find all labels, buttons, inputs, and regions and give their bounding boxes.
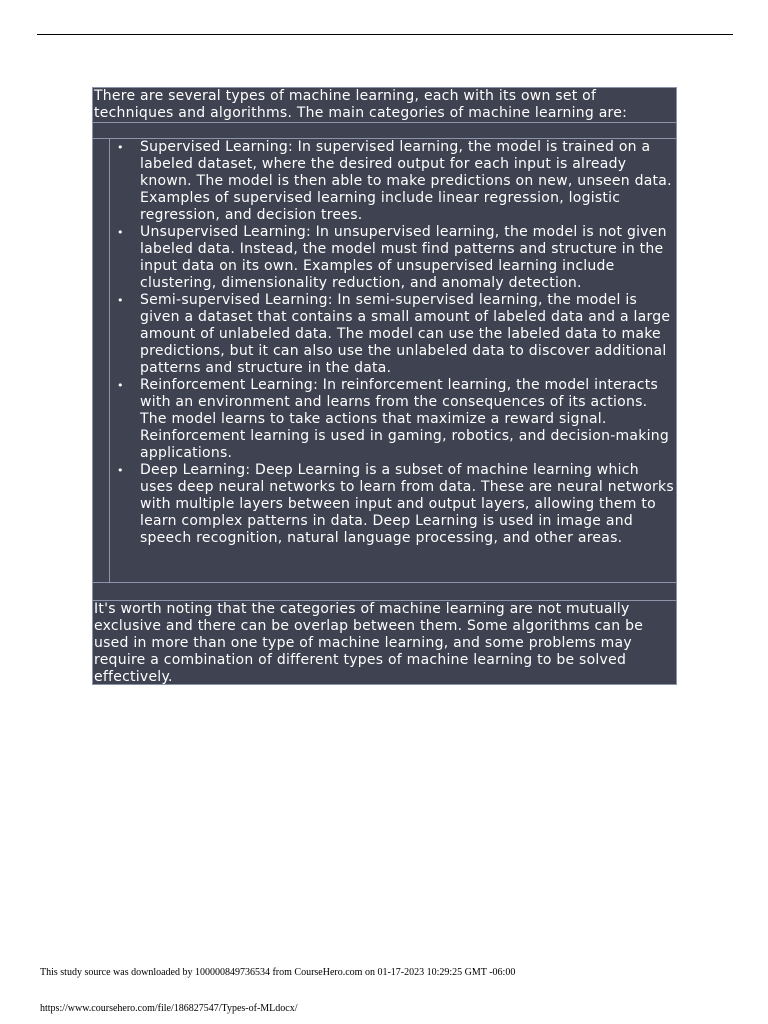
list-item-text: Unsupervised Learning: In unsupervised learning, the model is not given labeled data. Instead, the model must find patterns and structure in the input data on its own. Examples of unsupervised learning include clustering, dimensionality reduction, and anomaly detection.: [140, 224, 667, 291]
bullet-icon: •: [117, 294, 124, 307]
bullet-icon: •: [117, 226, 124, 239]
intro-paragraph: There are several types of machine learning, each with its own set of techniques and algorithms. The main categories of machine learning are:: [92, 87, 677, 123]
categories-block: [92, 123, 677, 600]
list-item-reinforcement: [110, 377, 676, 462]
list-item-deep-learning: [110, 462, 676, 547]
list-item-text: Semi-supervised Learning: In semi-supervised learning, the model is given a dataset that contains a small amount of labeled data and a large amount of unlabeled data. The model can use the labeled data to make predictions, but it can also use the unlabeled data to discover additional patterns and structure in the data.: [140, 292, 671, 376]
list-item-unsupervised: [110, 224, 676, 292]
source-url-link[interactable]: https://www.coursehero.com/file/186827547/Types-of-MLdocx/: [40, 1003, 298, 1014]
list-item-text: Deep Learning: Deep Learning is a subset of machine learning which uses deep neural networks to learn from data. These are neural networks with multiple layers between input and output layers, allowing them to learn complex patterns in data. Deep Learning is used in image and speech recognition, natural language processing, and other areas.: [140, 462, 674, 546]
list-item-semi-supervised: [110, 292, 676, 377]
list-item-text: Supervised Learning: In supervised learning, the model is trained on a labeled dataset, where the desired output for each input is already known. The model is then able to make predictions on new, unseen data. Examples of supervised learning include linear regression, logistic regression, and decision trees.: [140, 139, 672, 223]
header-rule: [37, 34, 733, 35]
categories-list-container: [109, 139, 676, 582]
list-item-supervised: [110, 139, 676, 224]
list-item-text: Reinforcement Learning: In reinforcement learning, the model interacts with an environment and learns from the consequences of its actions. The model learns to take actions that maximize a reward signal. Reinforcement learning is used in gaming, robotics, and decision-making applications.: [140, 377, 669, 461]
bullet-icon: •: [117, 464, 124, 477]
download-notice: This study source was downloaded by 100000849736534 from CourseHero.com on 01-17-2023 10:29:25 GMT -06:00: [40, 967, 516, 978]
list-top-strip: [93, 123, 676, 139]
list-bottom-strip: [93, 582, 676, 600]
closing-paragraph: It's worth noting that the categories of machine learning are not mutually exclusive and there can be overlap between them. Some algorithms can be used in more than one type of machine learning, and some problems may require a combination of different types of machine learning to be solved effectively.: [92, 600, 677, 685]
bullet-icon: •: [117, 141, 124, 154]
categories-list: [110, 139, 676, 547]
bullet-icon: •: [117, 379, 124, 392]
